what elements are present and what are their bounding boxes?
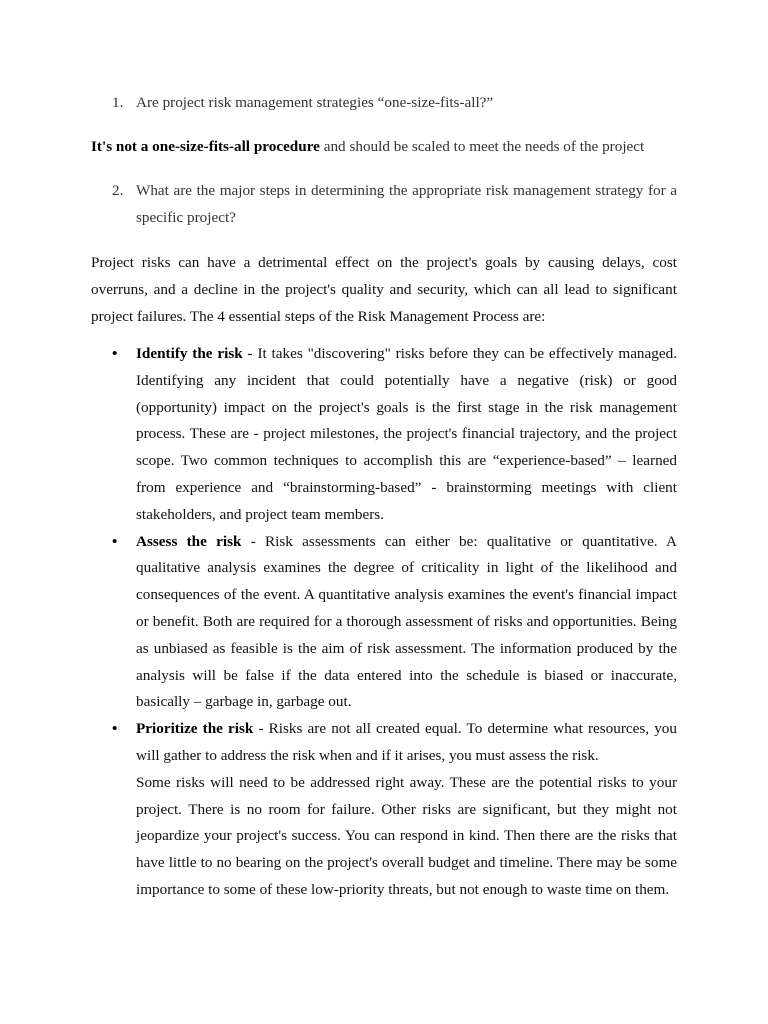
bullet-icon: • (112, 345, 118, 362)
step-title: Assess the risk (136, 532, 242, 550)
step-title: Prioritize the risk (136, 720, 254, 738)
answer-1 (91, 134, 691, 161)
question-2-number: 2. (112, 182, 124, 199)
bullet-icon: • (112, 720, 118, 738)
question-1-text: Are project risk management strategies “one-size-fits-all?” (136, 94, 494, 111)
step-continuation: Some risks will need to be addressed right away. These are the potential risks to your project. There is no room for failure. Other risks are significant, but they might not jeopardize your project's success. You can respond in kind. Then there are the risks that have little to no bearing on the project's overall budget and timeline. There may be some importance to some of these low-priority threats, but not enough to waste time on them. (136, 773, 677, 898)
question-2-text: What are the major steps in determining the appropriate risk management strategy for a specific project? (136, 182, 677, 226)
bullet-icon: • (112, 532, 118, 550)
question-1 (112, 90, 677, 117)
step-title: Identify the risk (136, 345, 243, 362)
step-text: - Risks are not all created equal. To determine what resources, you will gather to address the risk when and if it arises, you must assess the risk. (136, 720, 677, 764)
list-item (112, 529, 677, 717)
step-text: - It takes "discovering" risks before they can be effectively managed. Identifying any incident that could potentially have a negative (risk) or good (opportunity) impact on the project's goals is the first stage in the risk management process. These are - project milestones, the project's financial trajectory, and the project scope. Two common techniques to accomplish this are “experience-based” – learned from experience and “brainstorming-based” - brainstorming meetings with client stakeholders, and project team members. (136, 345, 677, 523)
question-1-number: 1. (112, 94, 124, 111)
list-item (112, 716, 677, 904)
step-text: - Risk assessments can either be: qualitative or quantitative. A qualitative analysis examines the degree of criticality in light of the likelihood and consequences of the event. A quantitative analysis examines the event's financial impact or benefit. Both are required for a thorough assessment of risks and opportunities. Being as unbiased as feasible is the aim of risk assessment. The information produced by the analysis will be false if the data entered into the schedule is biased or inaccurate, basically – garbage in, garbage out. (136, 532, 677, 711)
list-item (112, 341, 677, 529)
answer-1-rest: and should be scaled to meet the needs of the project (319, 138, 645, 155)
risk-steps-list (112, 341, 677, 904)
intro-paragraph: Project risks can have a detrimental effect on the project's goals by causing delays, cost overruns, and a decline in the project's quality and security, which can all lead to significant project failures. The 4 essential steps of the Risk Management Process are: (91, 254, 677, 325)
answer-1-bold: It's not a one-size-fits-all procedure (91, 138, 320, 155)
question-2 (112, 178, 677, 232)
